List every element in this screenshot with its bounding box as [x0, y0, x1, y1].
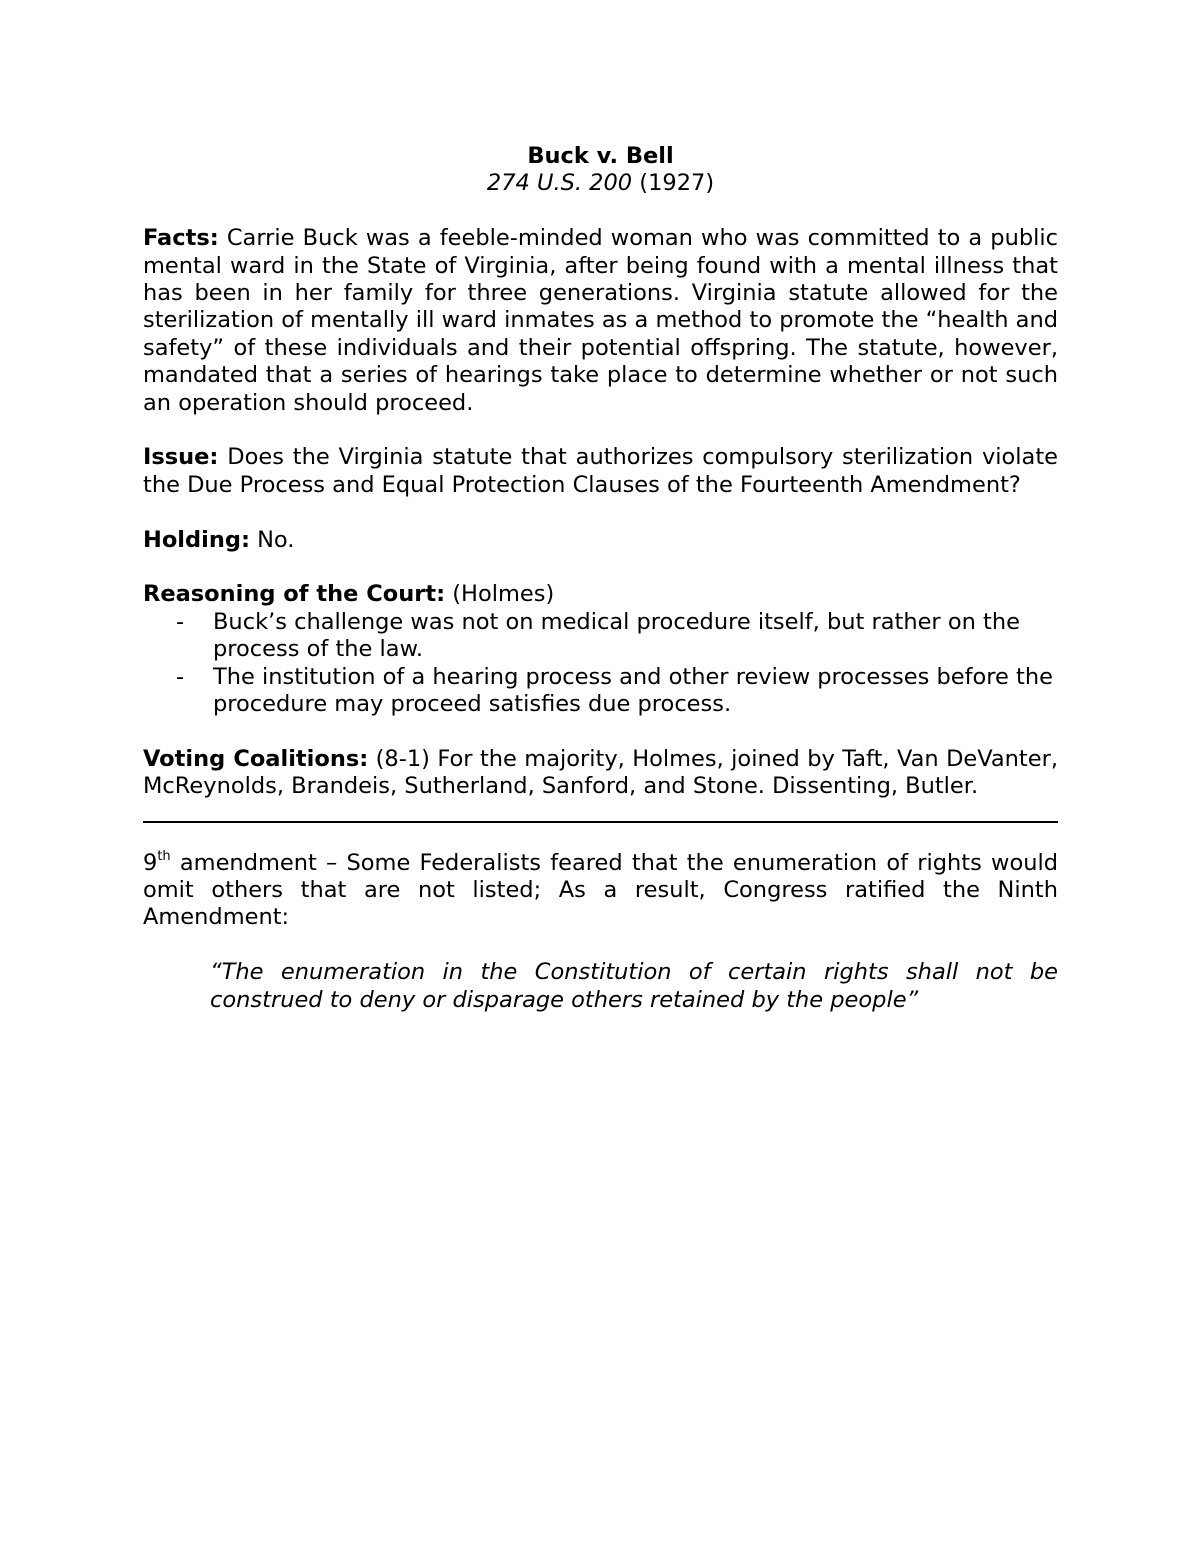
voting-label: Voting Coalitions: [143, 745, 369, 772]
issue-label: Issue: [143, 444, 219, 471]
bullet-dash: - [176, 663, 185, 690]
issue-paragraph [143, 444, 1058, 499]
citation-year: (1927) [632, 170, 715, 197]
case-citation [143, 170, 1058, 197]
document-page [143, 143, 1058, 1014]
reasoning-author: (Holmes) [445, 581, 555, 608]
issue-text: Does the Virginia statute that authorizes compulsory sterilization violate the Due Process and Equal Protection Clauses of the Fourteenth Amendment? [143, 444, 1058, 498]
citation-reporter: 274 U.S. 200 [486, 170, 633, 197]
holding-paragraph [143, 527, 1058, 554]
ninth-number: 9 [143, 849, 158, 876]
voting-paragraph [143, 746, 1058, 801]
ninth-amendment-paragraph [143, 850, 1058, 932]
reasoning-list [143, 609, 1058, 719]
holding-label: Holding: [143, 526, 250, 553]
voting-text: (8-1) For the majority, Holmes, joined by Taft, Van DeVanter, McReynolds, Brandeis, Sutherland, Sanford, and Stone. Dissenting, Butler. [143, 745, 1058, 800]
ninth-amendment-quote: “The enumeration in the Constitution of certain rights shall not be construed to deny or disparage others retained by the people” [210, 959, 1058, 1013]
reasoning-heading [143, 581, 1058, 608]
ninth-superscript: th [157, 848, 171, 864]
facts-text: Carrie Buck was a feeble-minded woman who was committed to a public mental ward in the State of Virginia, after being found with a mental illness that has been in her family for three generations. Virginia statute allowed for the sterilization of mentally ill ward inmates as a method to promote the “health and safety” of these individuals and their potential offspring. The statute, however, mandated that a series of hearings take place to determine whether or not such an operation should proceed. [143, 225, 1058, 416]
horizontal-divider [143, 821, 1058, 823]
bullet-dash: - [176, 608, 185, 635]
list-item-text: Buck’s challenge was not on medical procedure itself, but rather on the process of the law. [213, 608, 1020, 663]
holding-text: No. [249, 526, 295, 553]
list-item [143, 609, 1058, 664]
list-item-text: The institution of a hearing process and other review processes before the procedure may proceed satisfies due process. [213, 663, 1053, 718]
facts-label: Facts: [143, 225, 219, 252]
reasoning-label: Reasoning of the Court: [143, 581, 446, 608]
ninth-text: amendment – Some Federalists feared that the enumeration of rights would omit others that are not listed; As a result, Congress ratified the Ninth Amendment: [143, 849, 1058, 931]
list-item [143, 664, 1058, 719]
facts-paragraph [143, 225, 1058, 417]
case-title: Buck v. Bell [527, 143, 674, 169]
